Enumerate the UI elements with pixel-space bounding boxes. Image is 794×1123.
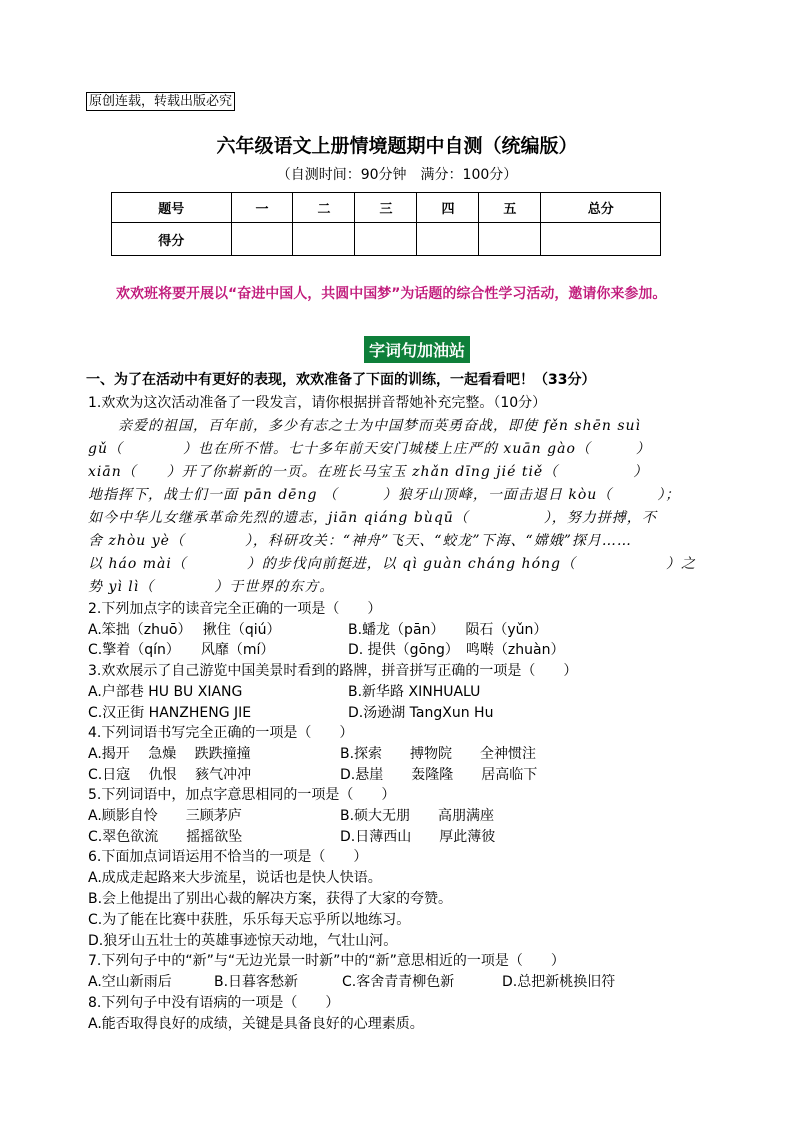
question-1-line: 势 yì lì（ ）于世界的东方。 bbox=[88, 579, 335, 595]
score-cell[interactable] bbox=[541, 223, 661, 256]
question-3-option-b[interactable]: B.新华路 XINHUALU bbox=[348, 684, 481, 700]
activity-intro: 欢欢班将要开展以“奋进中国人，共圆中国梦”为话题的综合性学习活动，邀请你来参加。 bbox=[116, 286, 667, 302]
question-1-line: 亲爱的祖国，百年前，多少有志之士为中国梦而英勇奋战，即使 fěn shēn suì bbox=[88, 418, 642, 434]
section-banner: 字词句加油站 bbox=[364, 336, 470, 363]
page-subtitle: （自测时间：90分钟 满分：100分） bbox=[276, 167, 518, 183]
score-header-cell: 二 bbox=[293, 193, 355, 223]
question-4-option-a[interactable]: A.揭开 急燥 跌跌撞撞 bbox=[88, 746, 251, 762]
score-header-cell: 三 bbox=[355, 193, 417, 223]
question-1-line: 如今中华儿女继承革命先烈的遗志，jiān qiáng bùqū（ ），努力拼搏，不 bbox=[88, 510, 657, 526]
question-1-line: gǔ（ ）也在所不惜。七十多年前天安门城楼上庄严的 xuān gào（ ） bbox=[88, 441, 651, 457]
question-1-line: 以 háo mài（ ）的步伐向前挺进，以 qì guàn cháng hóng（ ）之 bbox=[88, 556, 696, 572]
question-4-option-b[interactable]: B.探索 搏物院 全神惯注 bbox=[340, 746, 537, 762]
score-table-header-row bbox=[112, 193, 661, 223]
question-6-option-b[interactable]: B.会上他提出了别出心裁的解决方案，获得了大家的夸赞。 bbox=[88, 891, 453, 907]
question-7-option-d[interactable]: D.总把新桃换旧符 bbox=[502, 974, 616, 990]
question-5-option-b[interactable]: B.硕大无朋 高朋满座 bbox=[340, 808, 495, 824]
question-3-stem: 3.欢欢展示了自己游览中国美景时看到的路牌，拼音拼写正确的一项是（ ） bbox=[88, 663, 578, 679]
question-2-stem: 2.下列加点字的读音完全正确的一项是（ ） bbox=[88, 601, 382, 617]
question-1-line: 地指挥下，战士们一面 pān dēng （ ）狼牙山顶峰，一面击退日 kòu（ ）； bbox=[88, 487, 681, 503]
question-7-option-c[interactable]: C.客舍青青柳色新 bbox=[342, 974, 455, 990]
question-5-option-d[interactable]: D.日薄西山 厚此薄彼 bbox=[340, 829, 496, 845]
question-2-option-d[interactable]: D. 提供（gōng） 鸣啭（zhuàn） bbox=[348, 642, 565, 658]
question-7-option-b[interactable]: B.日暮客愁新 bbox=[214, 974, 299, 990]
question-8-option-a[interactable]: A.能否取得良好的成绩，关键是具备良好的心理素质。 bbox=[88, 1016, 424, 1032]
score-row-label: 得分 bbox=[112, 223, 232, 256]
score-header-cell: 一 bbox=[231, 193, 293, 223]
question-6-option-d[interactable]: D.狼牙山五壮士的英雄事迹惊天动地，气壮山河。 bbox=[88, 933, 398, 949]
score-cell[interactable] bbox=[293, 223, 355, 256]
question-4-stem: 4.下列词语书写完全正确的一项是（ ） bbox=[88, 725, 354, 741]
score-table bbox=[111, 192, 661, 256]
question-2-option-c[interactable]: C.擎着（qín） 风靡（mí） bbox=[88, 642, 275, 658]
question-2-option-a[interactable]: A.笨拙（zhuō） 揪住（qiú） bbox=[88, 622, 281, 638]
copyright-badge: 原创连载，转载出版必究 bbox=[86, 92, 235, 111]
question-7-stem: 7.下列句子中的“新”与“无边光景一时新”中的“新”意思相近的一项是（ ） bbox=[88, 953, 565, 969]
question-3-option-a[interactable]: A.户部巷 HU BU XIANG bbox=[88, 684, 243, 700]
question-2-option-b[interactable]: B.蟠龙（pān） 陨石（yǔn） bbox=[348, 622, 548, 638]
question-6-stem: 6.下面加点词语运用不恰当的一项是（ ） bbox=[88, 849, 368, 865]
score-header-cell: 四 bbox=[417, 193, 479, 223]
score-header-cell: 总分 bbox=[541, 193, 661, 223]
question-6-option-a[interactable]: A.成成走起路来大步流星，说话也是快人快语。 bbox=[88, 870, 382, 886]
score-cell[interactable] bbox=[231, 223, 293, 256]
question-5-option-a[interactable]: A.顾影自怜 三顾茅庐 bbox=[88, 808, 242, 824]
question-1-line: 舍 zhòu yè（ ），科研攻关：“神舟”飞天、“蛟龙”下海、“嫦娥”探月…… bbox=[88, 533, 632, 549]
question-1-stem: 1.欢欢为这次活动准备了一段发言，请你根据拼音帮她补充完整。（10分） bbox=[88, 395, 547, 411]
score-cell[interactable] bbox=[355, 223, 417, 256]
question-1-line: xiān（ ）开了你崭新的一页。在班长马宝玉 zhǎn dīng jié tiě（ ） bbox=[88, 464, 649, 480]
score-cell[interactable] bbox=[417, 223, 479, 256]
question-5-option-c[interactable]: C.翠色欲流 摇摇欲坠 bbox=[88, 829, 243, 845]
score-header-cell: 五 bbox=[479, 193, 541, 223]
question-3-option-c[interactable]: C.汉正街 HANZHENG JIE bbox=[88, 705, 252, 721]
question-4-option-d[interactable]: D.悬崖 轰隆隆 居高临下 bbox=[340, 767, 538, 783]
score-table-score-row bbox=[112, 223, 661, 256]
question-4-option-c[interactable]: C.日寇 仇恨 豥气冲冲 bbox=[88, 767, 252, 783]
score-header-cell: 题号 bbox=[112, 193, 232, 223]
page-title: 六年级语文上册情境题期中自测（统编版） bbox=[216, 135, 578, 157]
section-heading: 一、为了在活动中有更好的表现，欢欢准备了下面的训练，一起看看吧！（33分） bbox=[86, 372, 596, 388]
question-7-option-a[interactable]: A.空山新雨后 bbox=[88, 974, 172, 990]
question-6-option-c[interactable]: C.为了能在比赛中获胜，乐乐每天忘乎所以地练习。 bbox=[88, 912, 411, 928]
question-3-option-d[interactable]: D.汤逊湖 TangXun Hu bbox=[348, 705, 494, 721]
question-8-stem: 8.下列句子中没有语病的一项是（ ） bbox=[88, 995, 340, 1011]
score-cell[interactable] bbox=[479, 223, 541, 256]
question-5-stem: 5.下列词语中，加点字意思相同的一项是（ ） bbox=[88, 787, 396, 803]
